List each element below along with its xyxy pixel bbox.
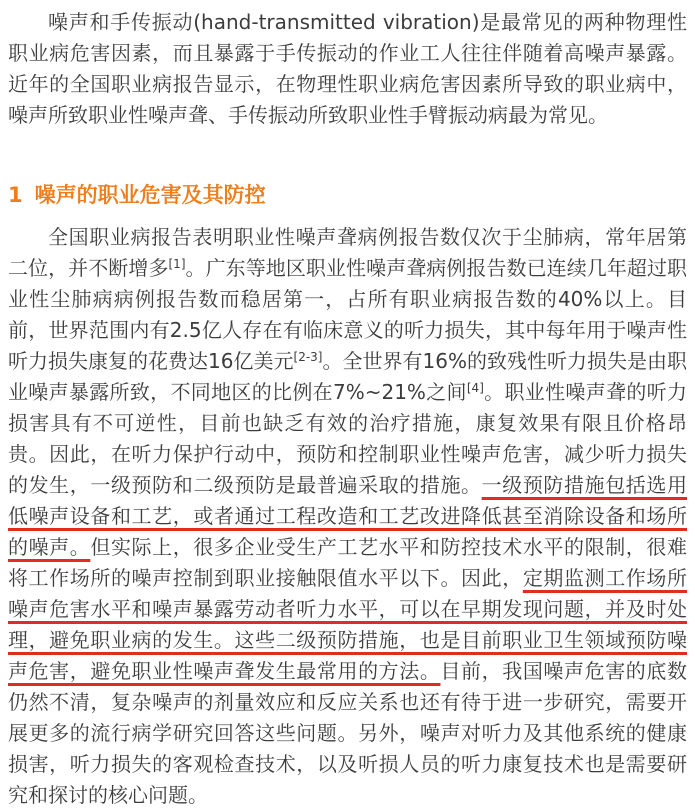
citation-superscript: [1] bbox=[168, 257, 186, 271]
text-segment: 目前，我国噪声危害的底数仍然不清，复杂噪声的剂量效应和反应关系也还有待于进一步研究，需要开展更多的流行病学研究回答这些问题。另外，噪声对听力及其他系统的健康损害，听力损失的客观检查技术，以及听损人员的听力康复技术也是需要研究和探讨的核心问题。 bbox=[8, 659, 687, 807]
intro-paragraph bbox=[8, 7, 687, 131]
citation-superscript: [4] bbox=[466, 381, 484, 395]
body-paragraph bbox=[8, 222, 687, 811]
text-segment: 噪声和手传振动(hand-transmitted vibration)是最常见的两种物理性职业病危害因素，而且暴露于手传振动的作业工人往往伴随着高噪声暴露。近年的全国职业病报告显示，在物理性职业病危害因素所导致的职业病中，噪声所致职业性噪声聋、手传振动所致职业性手臂振动病最为常见。 bbox=[8, 10, 687, 127]
highlighted-text: 一级预防措施包括选用低噪声设备和工艺，或者通过工程改造和工艺改进降低甚至消除设备和场所的噪声。 bbox=[8, 473, 687, 559]
section-heading bbox=[8, 181, 687, 209]
highlighted-text: 定期监测工作场所噪声危害水平和噪声暴露劳动者听力水平，可以在早期发现问题，并及时处理，避免职业病的发生。这些二级预防措施，也是目前职业卫生领域预防噪声危害，避免职业性噪声聋发生最常用的方法。 bbox=[8, 566, 687, 683]
citation-superscript: [2-3] bbox=[293, 350, 323, 364]
text-segment: 。全世界有16%的致残性听力损失是由职业噪声暴露所致，不同地区的比例在7%~21%之间 bbox=[8, 349, 688, 404]
text-segment: 全国职业病报告表明职业性噪声聋病例报告数仅次于尘肺病，常年居第二位，并不断增多 bbox=[8, 225, 687, 280]
text-segment: 。广东等地区职业性噪声聋病例报告数已连续几年超过职业性尘肺病病例报告数而稳居第一，占所有职业病报告数的40%以上。目前，世界范围内有2.5亿人存在有临床意义的听力损失，其中每年用于噪声性听力损失康复的花费达16亿美元 bbox=[8, 256, 688, 373]
section-title: 噪声的职业危害及其防控 bbox=[34, 183, 266, 207]
text-segment: 但实际上，很多企业受生产工艺水平和防控技术水平的限制，很难将工作场所的噪声控制到职业接触限值水平以下。因此， bbox=[8, 535, 687, 590]
text-segment: 。职业性噪声聋的听力损害具有不可逆性，目前也缺乏有效的治疗措施，康复效果有限且价格昂贵。因此，在听力保护行动中，预防和控制职业性噪声危害，减少听力损失的发生，一级预防和二级预防是最普遍采取的措施。 bbox=[8, 380, 687, 497]
section-number: 1 bbox=[8, 183, 23, 207]
